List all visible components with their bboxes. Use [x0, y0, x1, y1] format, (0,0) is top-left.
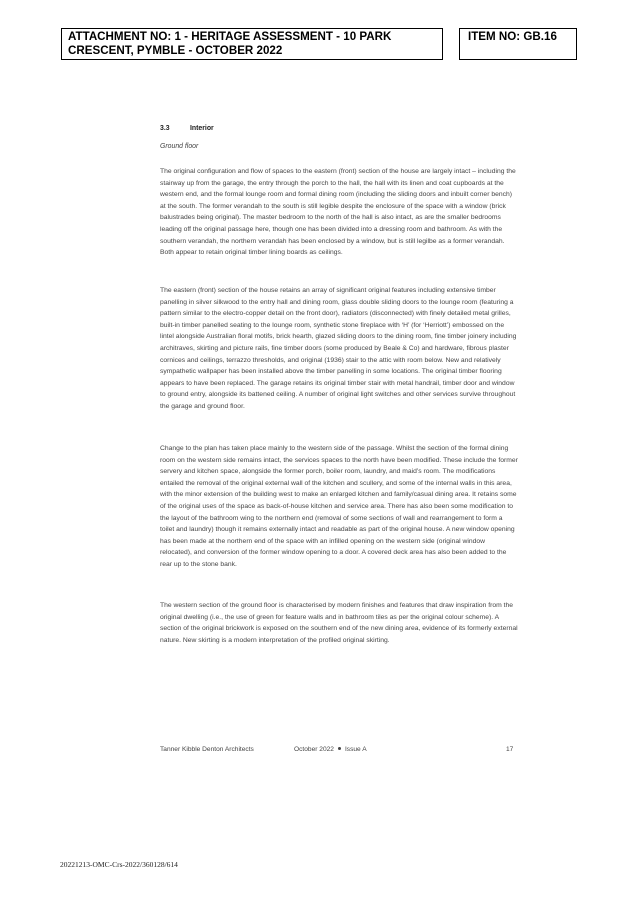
- section-number: 3.3: [160, 125, 170, 132]
- paragraph: The original configuration and flow of spaces to the eastern (front) section of the house are largely intact – including the stairway up from the garage, the entry through the porch to the hall, the hall with its linen and coat cupboards at the western end, and the formal lounge room and formal dining room (including the sliding doors and inbuilt corner bench) at the south. The former verandah to the south is still legible despite the enclosure of the space with a window (brick balustrades being original). The master bedroom to the north of the hall is also intact, as are the smaller bedrooms leading off the original passage here, though one has been divided into a dressing room and bathroom. As with the southern verandah, the northern verandah has been enclosed by a window, but is still legilbe as a former verandah. Both appear to retain original timber lining boards as ceilings.: [160, 168, 516, 257]
- page-number: 17: [506, 746, 514, 753]
- paragraph: Change to the plan has taken place mainly to the western side of the passage. Whilst the section of the formal dining room on the western side remains intact, the services spaces to the north have been modified. These include the former servery and kitchen space, alongside the former porch, boiler room, laundry, and maid’s room. The modifications entailed the removal of the original external wall of the kitchen and scullery, and some of the internal walls in this area, with the minor extension of the building west to make an enlarged kitchen and family/casual dining area. It retains some of the original uses of the space as back-of-house kitchen and service area. There has also been some modification to the layout of the bathroom wing to the northern end (removal of some sections of wall and rearrangement to form a toilet and laundry) though it remains externally intact and readable as part of the original house. A new window opening has been made at the northern end of the space with an infilled opening on the western side (original window relocated), and conversion of the former window opening to a door. A covered deck area has also been added to the rear up to the stone bank.: [160, 445, 518, 568]
- subheading: Ground floor: [160, 143, 199, 150]
- section-heading: [160, 125, 214, 132]
- item-number-box: [459, 28, 577, 60]
- footer-author: Tanner Kibble Denton Architects: [160, 746, 254, 753]
- paragraph: The western section of the ground floor is characterised by modern finishes and features that draw inspiration from the original dwelling (i.e., the use of green for feature walls and in bathroom tiles as per the original colour scheme). A section of the original brickwork is exposed on the southern end of the new dining area, evidence of its formerly external nature. New skirting is a modern interpretation of the profiled original skirting.: [160, 602, 518, 644]
- attachment-title: ATTACHMENT NO: 1 - HERITAGE ASSESSMENT - 10 PARK CRESCENT, PYMBLE - OCTOBER 2022: [68, 30, 392, 57]
- footer-date: October 2022: [294, 746, 334, 753]
- paragraph: The eastern (front) section of the house retains an array of significant original features including extensive timber panelling in silver silkwood to the entry hall and dining room, glass double sliding doors to the lounge room (featuring a pattern similar to the electro-copper detail on the front door), radiators (disconnected) with finely detailed metal grilles, built-in timber panelled seating to the lounge room, synthetic stone fireplace with ‘H’ (for ‘Herriott’) embossed on the lintel alongside Australian floral motifs, brick hearth, glazed sliding doors to the dining room, fine timber joinery including architraves, skirting and picture rails, fine timber doors (some produced by Beale & Co) and hardware, fibrous plaster cornices and ceilings, terrazzo thresholds, and original (1936) stair to the attic with room below. New and relatively sympathetic wallpaper has been installed above the timber panelling in some locations. The original timber flooring appears to have been replaced. The garage retains its original timber stair with metal handrail, timber door and window to ground entry, alongside its battened ceiling. A number of original light switches and other services survive throughout the garage and ground floor.: [160, 287, 517, 410]
- footer-issue: Issue A: [344, 746, 367, 753]
- section-title: Interior: [190, 125, 214, 132]
- attachment-title-box: [61, 28, 443, 60]
- footer-date-issue: [294, 746, 367, 753]
- item-number: ITEM NO: GB.16: [468, 30, 557, 43]
- bullet-separator: [338, 747, 341, 750]
- document-reference: 20221213-OMC-Crs-2022/360128/614: [60, 860, 178, 869]
